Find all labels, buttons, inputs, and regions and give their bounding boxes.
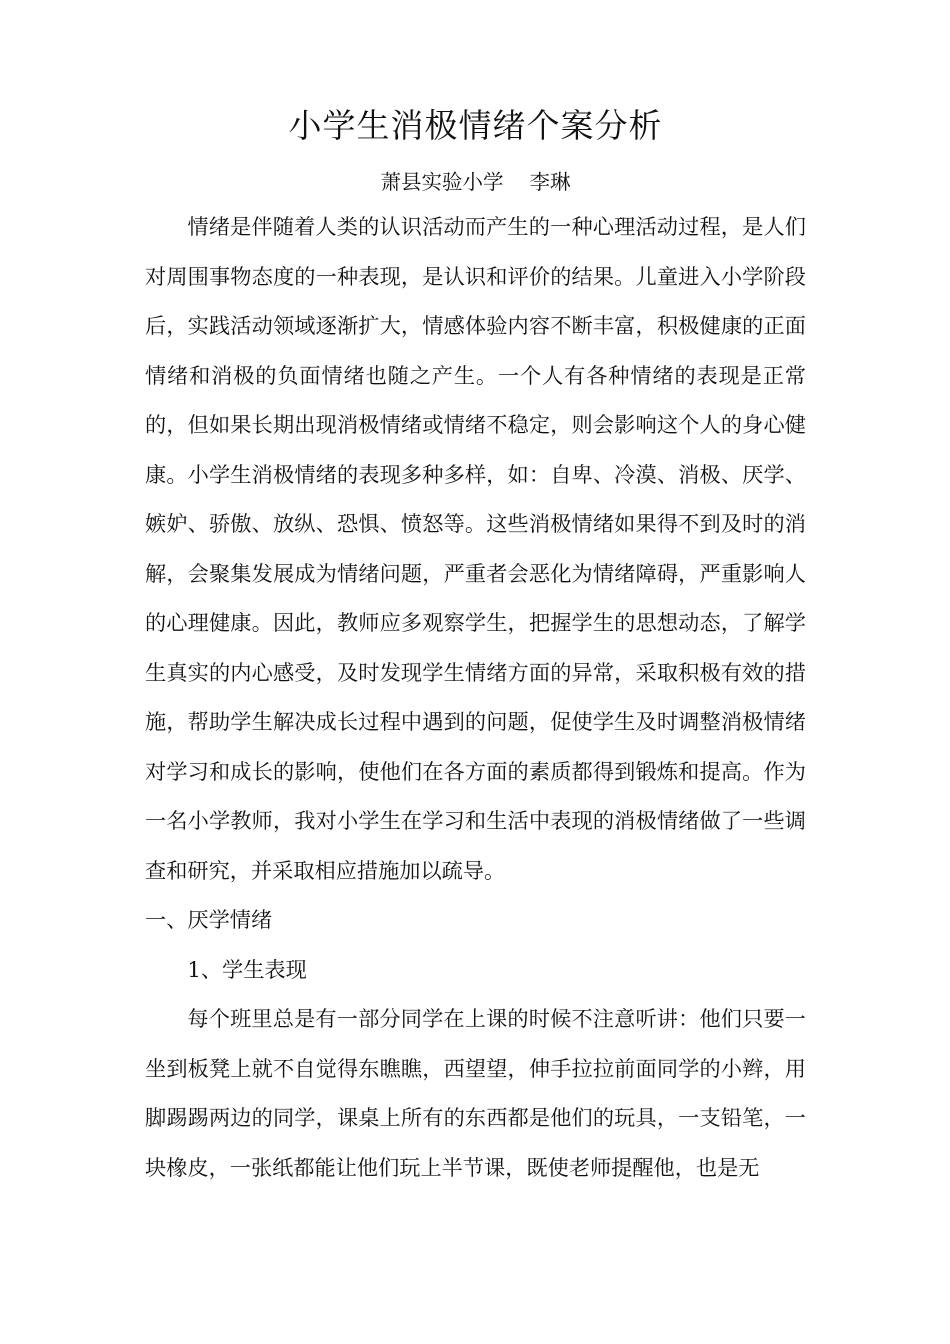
- section-heading-1: 一、厌学情绪: [145, 907, 273, 932]
- subsection-paragraph-1-1: 每个班里总是有一部分同学在上课的时候不注意听讲：他们只要一坐到板凳上就不自觉得东瞧瞧，西望望，伸手拉拉前面同学的小辫，用脚踢踢两边的同学，课桌上所有的东西都是他们的玩具，一支铅笔，一块橡皮，一张纸都能让他们玩上半节课，既使老师提醒他，也是无: [145, 1006, 806, 1180]
- document-page: [145, 96, 806, 1192]
- subsection-heading-1-1: 1、学生表现: [187, 956, 307, 982]
- author-line: 萧县实验小学 李琳: [380, 170, 571, 194]
- intro-paragraph: 情绪是伴随着人类的认识活动而产生的一种心理活动过程，是人们对周围事物态度的一种表现，是认识和评价的结果。儿童进入小学阶段后，实践活动领域逐渐扩大，情感体验内容不断丰富，积极健康的正面情绪和消极的负面情绪也随之产生。一个人有各种情绪的表现是正常的，但如果长期出现消极情绪或情绪不稳定，则会影响这个人的身心健康。小学生消极情绪的表现多种多样，如：自卑、冷漠、消极、厌学、嫉妒、骄傲、放纵、恐惧、愤怒等。这些消极情绪如果得不到及时的消解，会聚集发展成为情绪问题，严重者会恶化为情绪障碍，严重影响人的心理健康。因此，教师应多观察学生，把握学生的思想动态，了解学生真实的内心感受，及时发现学生情绪方面的异常，采取积极有效的措施，帮助学生解决成长过程中遇到的问题，促使学生及时调整消极情绪对学习和成长的影响，使他们在各方面的素质都得到锻炼和提高。作为一名小学教师，我对小学生在学习和生活中表现的消极情绪做了一些调查和研究，并采取相应措施加以疏导。: [145, 214, 806, 883]
- document-title: 小学生消极情绪个案分析: [288, 106, 663, 145]
